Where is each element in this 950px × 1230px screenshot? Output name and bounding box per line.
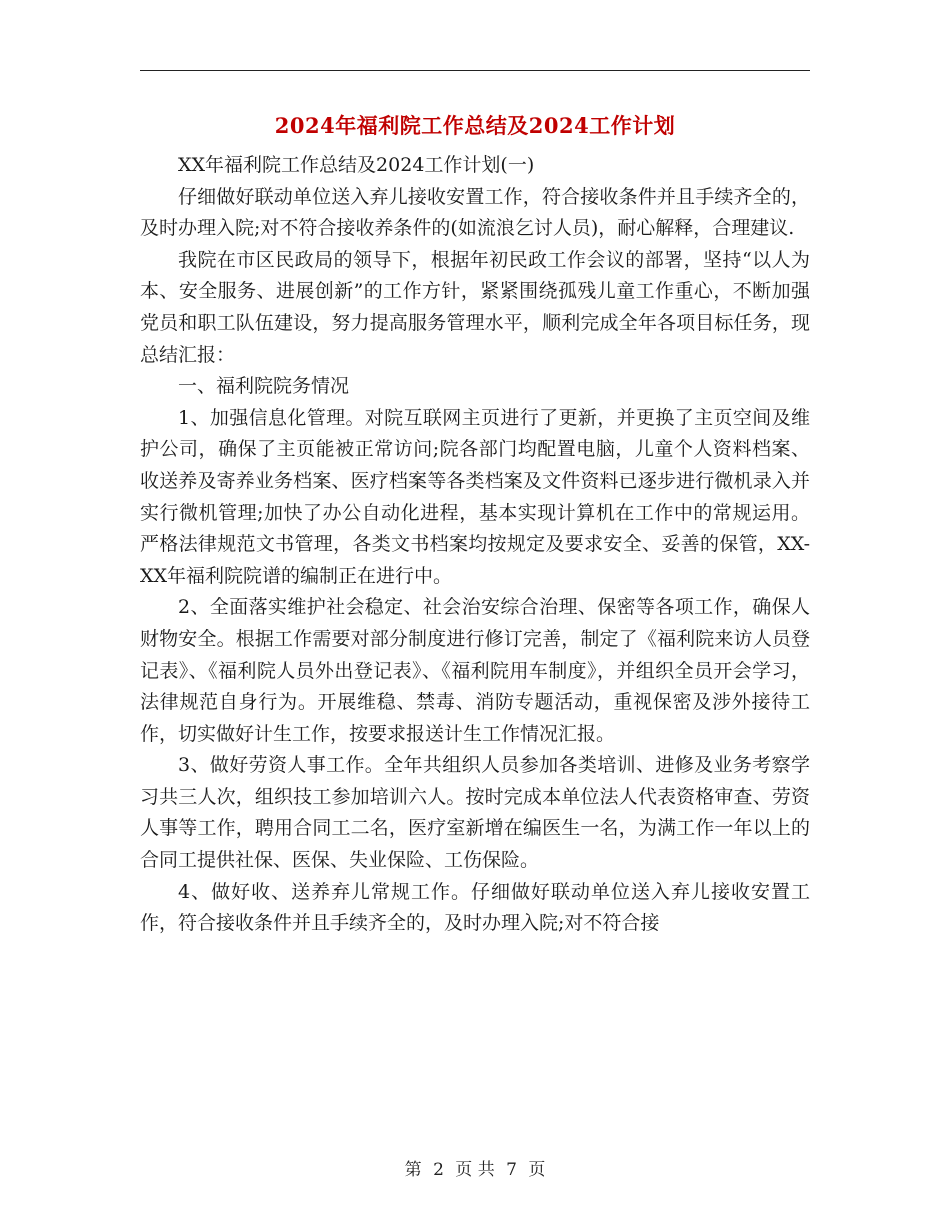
footer-page-number: 2 (433, 1160, 444, 1180)
subtitle-paragraph: XX年福利院工作总结及2024工作计划(一) (178, 154, 535, 176)
footer-total-pages: 7 (506, 1160, 517, 1180)
body-paragraph: 3、做好劳资人事工作。全年共组织人员参加各类培训、进修及业务考察学习共三人次，组织技工参加培训六人。按时完成本单位法人代表资格审查、劳资人事等工作，聘用合同工二名，医疗室新增在编医生一名，为满工作一年以上的合同工提供社保、医保、失业保险、工伤保险。 (140, 754, 810, 872)
footer-middle: 页 共 (455, 1160, 495, 1180)
body-paragraph: 仔细做好联动单位送入弃儿接收安置工作，符合接收条件并且手续齐全的，及时办理入院;对不符合接收养条件的(如流浪乞讨人员)，耐心解释，合理建议. (140, 185, 810, 240)
body-paragraph: 我院在市区民政局的领导下，根据年初民政工作会议的部署，坚持“以人为本、安全服务、进展创新”的工作方针，紧紧围绕孤残儿童工作重心，不断加强党员和职工队伍建设，努力提高服务管理水平，顺利完成全年各项目标任务，现总结汇报： (140, 248, 810, 366)
body-paragraph: 4、做好收、送养弃儿常规工作。仔细做好联动单位送入弃儿接收安置工作，符合接收条件并且手续齐全的，及时办理入院;对不符合接 (140, 880, 810, 935)
footer-suffix: 页 (528, 1160, 546, 1180)
header-rule (140, 70, 810, 71)
document-body (140, 150, 810, 940)
body-paragraph: 2、全面落实维护社会稳定、社会治安综合治理、保密等各项工作，确保人财物安全。根据工作需要对部分制度进行修订完善，制定了《福利院来访人员登记表》、《福利院人员外出登记表》、《福利院用车制度》，并组织全员开会学习，法律规范自身行为。开展维稳、禁毒、消防专题活动，重视保密及涉外接待工作，切实做好计生工作，按要求报送计生工作情况汇报。 (140, 596, 810, 745)
document-title: 2024年福利院工作总结及2024工作计划 (274, 113, 676, 138)
section-heading: 一、福利院院务情况 (178, 375, 350, 398)
page-footer (0, 1155, 950, 1180)
body-paragraph: 1、加强信息化管理。对院互联网主页进行了更新，并更换了主页空间及维护公司，确保了主页能被正常访问;院各部门均配置电脑，儿童个人资料档案、收送养及寄养业务档案、医疗档案等各类档案及文件资料已逐步进行微机录入并实行微机管理;加快了办公自动化进程，基本实现计算机在工作中的常规运用。严格法律规范文书管理，各类文书档案均按规定及要求安全、妥善的保管，XX-XX年福利院院谱的编制正在进行中。 (140, 406, 810, 587)
footer-prefix: 第 (404, 1160, 422, 1180)
